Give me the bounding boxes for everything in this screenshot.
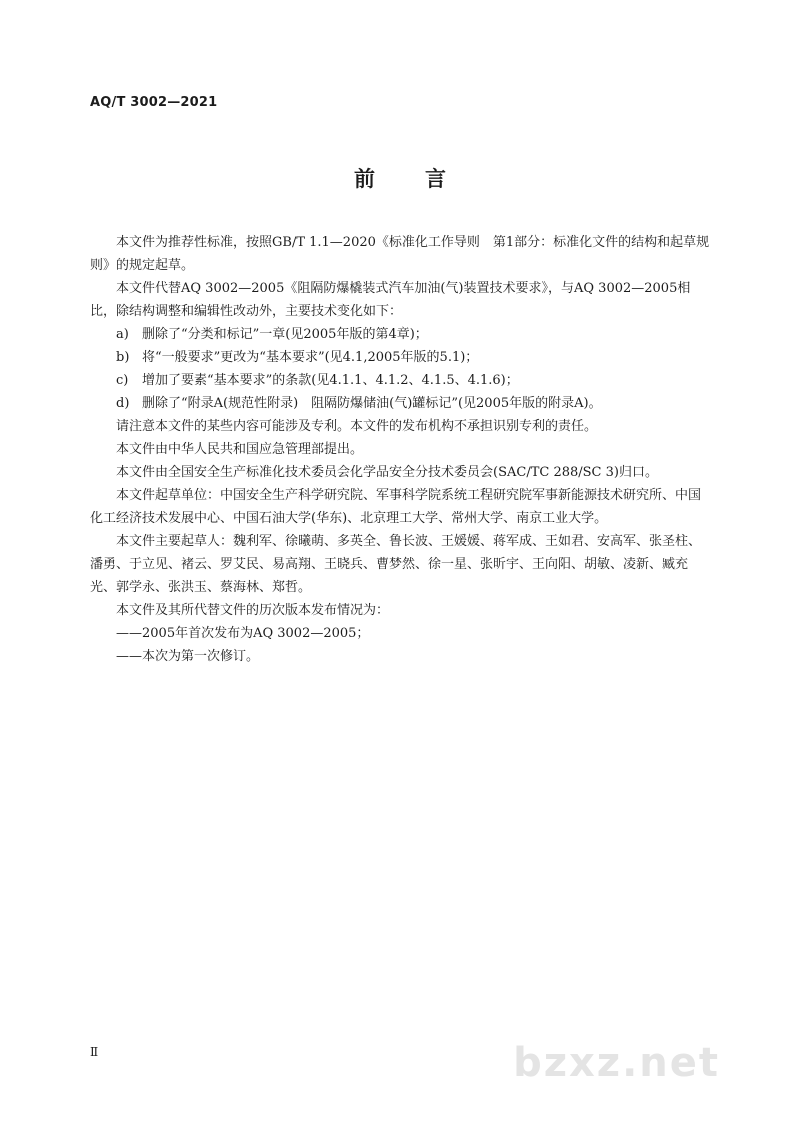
paragraph-patent: 请注意本文件的某些内容可能涉及专利。本文件的发布机构不承担识别专利的责任。 — [116, 419, 598, 434]
item-label: c) — [116, 373, 129, 388]
foreword-body — [90, 231, 710, 668]
history-item: ——2005年首次发布为AQ 3002—2005； — [116, 626, 370, 641]
item-text: 将“一般要求”更改为“基本要求”(见4.1,2005年版的5.1)； — [142, 350, 479, 365]
page-title — [0, 163, 800, 193]
item-text: 删除了“附录A(规范性附录) 阻隔防爆储油(气)罐标记”(见2005年版的附录A)。 — [142, 396, 602, 411]
change-item — [90, 369, 710, 392]
item-text: 删除了“分类和标记”一章(见2005年版的第4章)； — [142, 327, 428, 342]
paragraph-drafters: 本文件主要起草人：魏利军、徐曦萌、多英全、鲁长波、王媛媛、蒋军成、王如君、安高军、张圣柱、潘勇、于立见、褚云、罗艾民、易高翔、王晓兵、曹梦然、徐一星、张昕宇、王向阳、胡敏、凌新、臧充光、郭学永、张洪玉、蔡海林、郑哲。 — [90, 534, 702, 595]
item-label: b) — [116, 350, 130, 365]
title-char-1: 前 — [354, 167, 375, 191]
paragraph-committee: 本文件由全国安全生产标准化技术委员会化学品安全分技术委员会(SAC/TC 288/SC 3)归口。 — [116, 465, 658, 480]
watermark-text: bzxz.net — [513, 1040, 720, 1086]
paragraph-drafting-units: 本文件起草单位：中国安全生产科学研究院、军事科学院系统工程研究院军事新能源技术研究所、中国化工经济技术发展中心、中国石油大学(华东)、北京理工大学、常州大学、南京工业大学。 — [90, 488, 702, 526]
change-item — [90, 323, 710, 346]
item-label: a) — [116, 327, 129, 342]
paragraph-basis: 本文件为推荐性标准，按照GB/T 1.1—2020《标准化工作导则 第1部分：标准化文件的结构和起草规则》的规定起草。 — [90, 235, 710, 273]
paragraph-proposer: 本文件由中华人民共和国应急管理部提出。 — [116, 442, 364, 457]
change-item — [90, 346, 710, 369]
history-item: ——本次为第一次修订。 — [116, 649, 260, 664]
document-code: AQ/T 3002—2021 — [90, 95, 218, 110]
paragraph-replaces: 本文件代替AQ 3002—2005《阻隔防爆橇装式汽车加油(气)装置技术要求》，与AQ 3002—2005相比，除结构调整和编辑性改动外，主要技术变化如下： — [90, 281, 691, 319]
item-label: d) — [116, 396, 130, 411]
item-text: 增加了要素“基本要求”的条款(见4.1.1、4.1.2、4.1.5、4.1.6)； — [142, 373, 519, 388]
paragraph-history-intro: 本文件及其所代替文件的历次版本发布情况为： — [116, 603, 390, 618]
page-number: Ⅱ — [90, 1045, 99, 1059]
title-char-2: 言 — [425, 167, 446, 191]
change-item — [90, 392, 710, 415]
